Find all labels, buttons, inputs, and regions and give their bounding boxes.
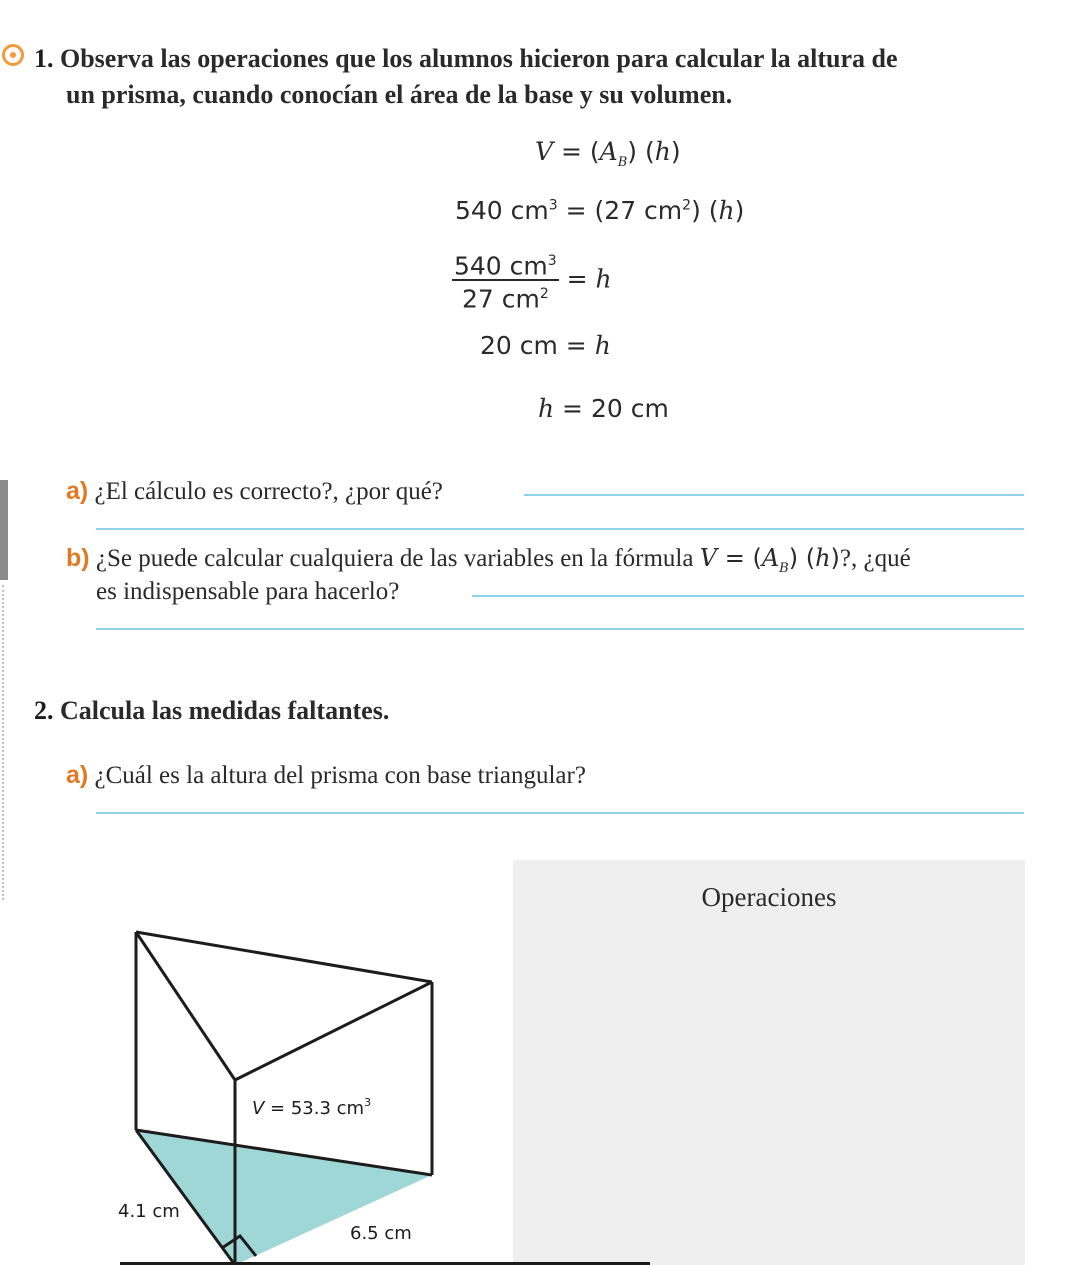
margin-dotted-rule (2, 585, 4, 900)
equation-5: h = 20 cm (538, 394, 669, 423)
question-bullet-icon (2, 44, 24, 66)
q2-number: 2. (34, 696, 54, 725)
q1-a-prompt: a) ¿El cálculo es correcto?, ¿por qué? (66, 477, 443, 505)
q1-a-answer-line-2[interactable] (96, 528, 1024, 530)
q2-a-answer-line[interactable] (96, 812, 1024, 814)
side-length-label-2: 6.5 cm (350, 1223, 412, 1244)
q1-number: 1. (34, 44, 54, 73)
q1-statement (34, 40, 1034, 78)
side-length-label-1: 4.1 cm (118, 1201, 180, 1222)
operations-panel[interactable] (513, 860, 1025, 1265)
volume-label: V = 53.3 $cm^3$ (252, 1096, 372, 1119)
triangular-prism-figure (100, 920, 460, 1265)
q1-b-answer-line-2[interactable] (96, 628, 1024, 630)
equation-3: $\frac{540 cm^3}{27 cm^2}$ = h (452, 248, 612, 313)
prism-base-face (136, 1130, 432, 1265)
q1-b-prompt-line2: es indispensable para hacerlo? (96, 578, 400, 605)
q2-a-prompt: a) ¿Cuál es la altura del prisma con base triangular? (66, 761, 586, 789)
q2-text: Calcula las medidas faltantes. (60, 696, 390, 725)
equation-2: 540 $cm^3 = (27$ $cm^2$) (h) (455, 196, 745, 225)
operations-title: Operaciones (701, 882, 837, 912)
q1-a-answer-line-1[interactable] (524, 494, 1024, 496)
equation-1: $V = (A_B)$ (h) (535, 137, 681, 170)
q2-statement (34, 692, 389, 730)
margin-bar (0, 480, 8, 580)
q1-text-line1: Observa las operaciones que los alumnos hicieron para calcular la altura de (60, 44, 898, 73)
q1-b-answer-line-1[interactable] (472, 595, 1024, 597)
q1-b-prompt: b) ¿Se puede calcular cualquiera de las variables en la fórmula $V = (A_B)$ (h)?, ¿qué (66, 544, 911, 576)
fraction: $\frac{540 cm^3}{27 cm^2}$ (452, 248, 559, 313)
equation-4: 20 cm = h (480, 331, 611, 360)
q1-statement-line2: un prisma, cuando conocían el área de la base y su volumen. (66, 80, 733, 109)
